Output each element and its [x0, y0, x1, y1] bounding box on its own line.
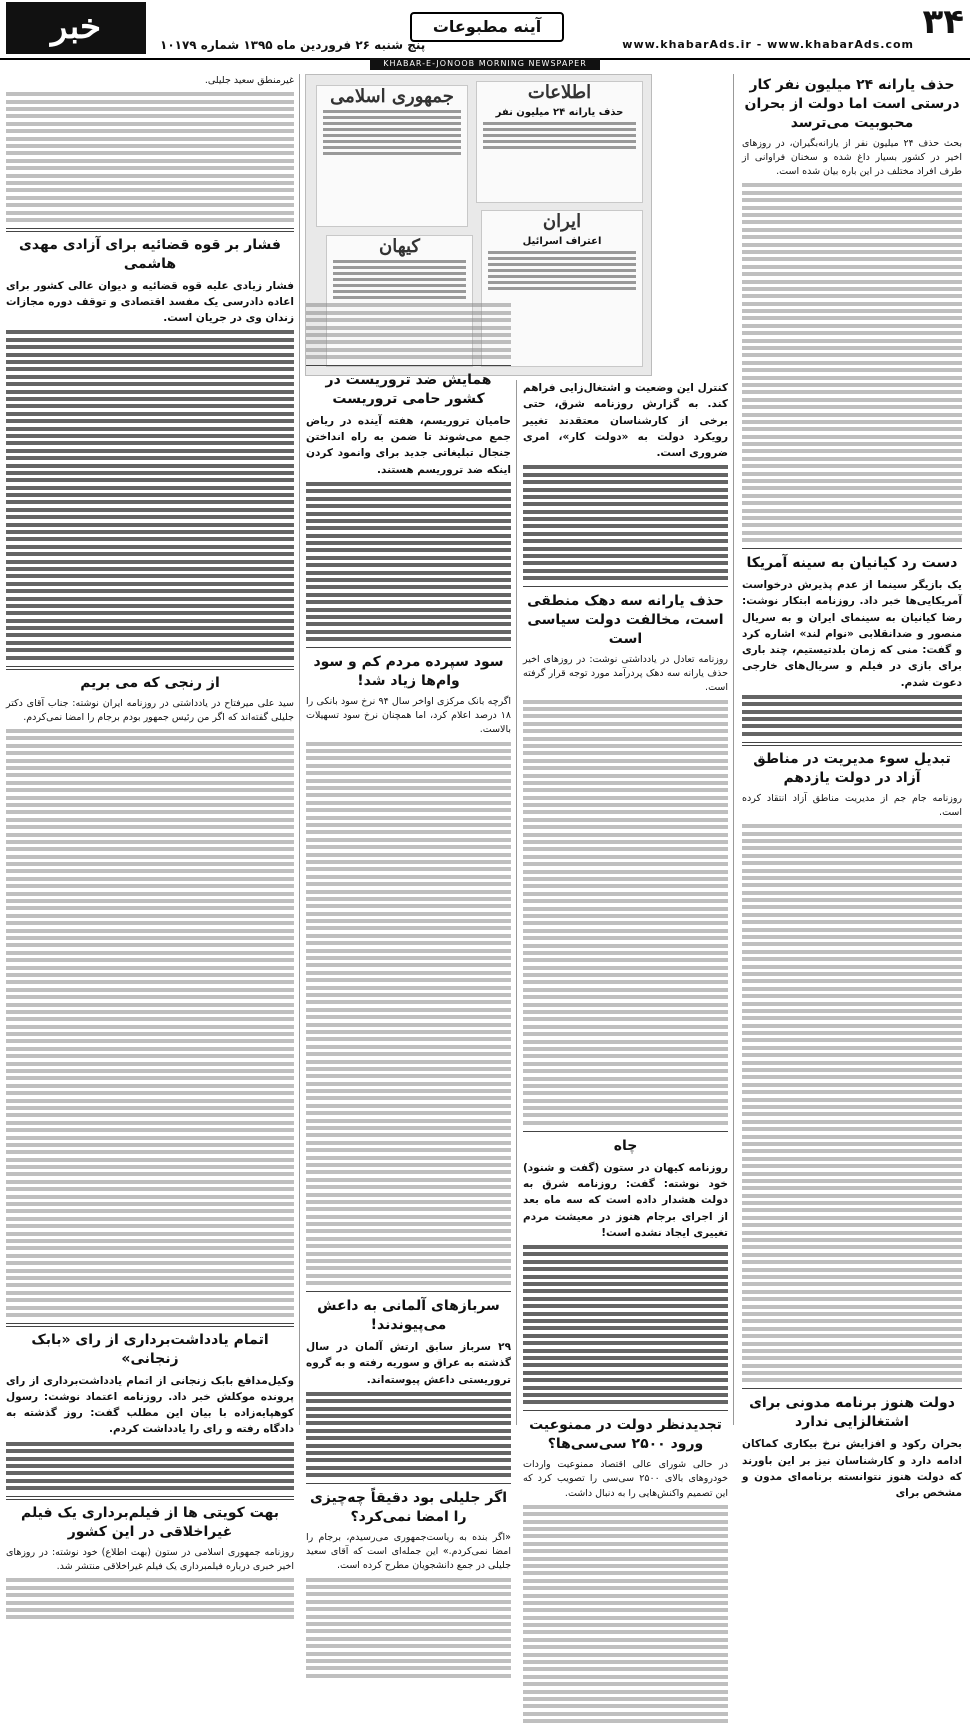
article-lead: روزنامه جمهوری اسلامی در ستون (بهت اطلاع) خود نوشته: در روزهای اخیر خبری درباره فیلمبرداری یک فیلم غیراخلاقی منتشر شد. — [6, 1546, 294, 1573]
site-url[interactable]: www.khabarAds.ir - www.khabarAds.com — [622, 38, 914, 51]
paper-title: کیهان — [378, 236, 420, 257]
headline: همایش ضد تروریست در کشور حامی تروریست — [325, 372, 492, 408]
article-body — [306, 303, 511, 359]
headline: اتمام یادداشت‌برداری از رای «بابک زنجانی» — [31, 1331, 269, 1367]
date-line: پنج شنبه ۲۶ فروردین ماه ۱۳۹۵ شماره ۱۰۱۷۹ — [160, 38, 426, 52]
article-lead: سید علی میرفتاح در یادداشتی در روزنامه ایران نوشته: جناب آقای دکتر جلیلی گفته‌اند که اگر من رئیس جمهور بودم برجام را امضا نمی‌کردم. — [6, 697, 294, 723]
article-lead: فشار زیادی علیه قوه قضائیه و دیوان عالی کشور برای اعاده دادرسی یک مفسد اقتصادی و توقف دوره مجازات زندان وی در جریان است. — [6, 279, 294, 325]
newspaper-logo — [6, 2, 146, 72]
column-1 — [742, 74, 962, 1500]
headline: دولت هنوز برنامه مدونی برای اشتغالزایی ندارد — [749, 1395, 955, 1431]
newspaper-front-page — [316, 85, 468, 227]
article-lead: یک بازیگر سینما از عدم پذیرش درخواست آمریکایی‌ها خبر داد. روزنامه ابتکار نوشت: رضا کیانیان به سینمای ایران و به سریال منصور و ضدانقلابی «نوام لند» اشاره کرد و گفت: منی که زمان بلدتیستیم، چند باری برای بازی در فیلم و سریال‌های خارجی دعوت شدم. — [742, 579, 962, 689]
masthead-subtitle: KHABAR-E-JONOOB MORNING NEWSPAPER — [370, 58, 600, 70]
headline: سربازهای آلمانی به داعش می‌پیوندند! — [317, 1298, 500, 1334]
article-body — [523, 1505, 728, 1723]
article-lead: روزنامه تعادل در یادداشتی نوشت: در روزهای اخیر حذف یارانه سه دهک پردرآمد مورد توجه قرار گرفته است. — [523, 653, 728, 694]
paper-headline: حذف یارانه ۲۴ میلیون نفر — [495, 107, 624, 118]
article-body — [6, 92, 294, 222]
article-lead: «اگر بنده به ریاست‌جمهوری می‌رسیدم، برجام را امضا نمی‌کردم.» این جمله‌ای است که آقای سعید جلیلی در جمع دانشجویان مطرح کرده است. — [306, 1531, 511, 1572]
article-lead: حامیان تروریسم، هفته آینده در ریاض جمع می‌شوند تا ضمن به راه انداختن جنجال تبلیغاتی جدید برای وانمود کردن اینکه ضد تروریسم هستند. — [306, 414, 511, 476]
headline: حذف یارانه سه دهک منطقی است، مخالفت دولت سیاسی است — [527, 593, 724, 647]
article-lead: روزنامه جام جم از مدیریت مناطق آزاد انتقاد کرده است. — [742, 792, 962, 818]
column-3 — [306, 300, 512, 1572]
article-lead: ۲۹ سرباز سابق ارتش آلمان در سال گذشته به عراق و سوریه رفته و به گروه تروریستی داعش پیوسته‌اند. — [306, 1341, 511, 1386]
headline: تجدیدنظر دولت در ممنوعیت ورود ۲۵۰۰ سی‌سی‌ها؟ — [529, 1417, 722, 1453]
paper-title: جمهوری اسلامی — [330, 86, 454, 107]
headline: تبدیل سوء مدیریت در مناطق آزاد در دولت یازدهم — [753, 750, 951, 786]
headline: حذف یارانه ۲۴ میلیون نفر کار درستی است اما دولت از بحران محبوبیت می‌ترسد — [744, 77, 960, 131]
headline: فشار بر قوه قضائیه برای آزادی مهدی هاشمی — [19, 236, 281, 272]
logo-tag: جنوب — [14, 62, 34, 72]
article-body — [6, 330, 294, 659]
paper-title: اطلاعات — [527, 82, 592, 103]
article-body — [306, 1392, 511, 1477]
article-body — [523, 465, 728, 580]
section-title: آینه مطبوعات — [410, 12, 564, 42]
column-2 — [523, 380, 728, 1499]
headline: چاه — [613, 1137, 638, 1154]
article-body — [742, 824, 962, 1382]
article-body — [6, 1578, 294, 1619]
paper-title: ایران — [542, 211, 582, 232]
newspaper-front-page — [476, 81, 643, 203]
article-lead: اگرچه بانک مرکزی اواخر سال ۹۴ نرخ سود بانکی را ۱۸ درصد اعلام کرد، اما همچنان نرخ سود تسهیلات بالاست. — [306, 695, 512, 736]
article-body — [742, 695, 962, 736]
headline: سود سپرده مردم کم و سود وام‌ها زیاد شد! — [313, 654, 504, 690]
headline: دست رد کیانیان به سینه آمریکا — [746, 555, 958, 572]
paper-headline: اعتراف اسرائیل — [522, 236, 602, 247]
logo-text: خبر — [50, 7, 102, 47]
article-lead: روزنامه کیهان در ستون (گفت و شنود) خود نوشته: گفت: روزنامه شرق به دولت هشدار داده است که سه ماه بعد از اجرای برجام هنوز در معیشت مردم تغییری ایجاد نشده است! — [523, 1161, 728, 1239]
article-lead: غیرمنطق سعید جلیلی. — [204, 75, 294, 86]
article-body — [6, 1442, 294, 1490]
headline: از رنجی که می بریم — [80, 674, 220, 691]
article-lead: وکیل‌مدافع بابک زنجانی از اتمام یادداشت‌برداری از رای پرونده موکلش خبر داد. روزنامه اعتماد نوشت: رسول کوهپایه‌زاده با بیان این مطلب گفت: روز گذشته به دادگاه رفته و رای را یادداشت کردم. — [6, 1374, 294, 1436]
article-lead: بحران رکود و افزایش نرخ بیکاری کماکان ادامه دارد و کارشناسان نیز بر این باورند که دولت هنوز نتوانسته برنامه‌ای مدون و مشخص برای — [742, 1438, 962, 1500]
article-body — [306, 742, 511, 1286]
article-lead: کنترل این وضعیت و اشتغال‌زایی فراهم کند. به گزارش روزنامه شرق، حتی برخی از کارشناسان معتقدند تغییر رویکرد دولت به «دولت کار»، امری ضروری است. — [523, 382, 728, 460]
article-body — [523, 700, 728, 1125]
headline: اگر جلیلی بود دقیقاً چه‌چیزی را امضا نمی‌کرد؟ — [309, 1490, 508, 1525]
article-body — [742, 183, 962, 542]
article-body — [6, 729, 294, 1317]
article-lead: در حالی شورای عالی اقتصاد ممنوعیت واردات خودروهای بالای ۲۵۰۰ سی‌سی را تصویب کرد که این تصمیم واکنش‌هایی را به دنبال داشت. — [523, 1459, 728, 1499]
article-body — [523, 1245, 728, 1404]
headline: بهت کویتی ها از فیلم‌برداری یک فیلم غیراخلاقی در این کشور — [20, 1505, 280, 1540]
column-4 — [6, 74, 294, 1573]
article-body — [306, 1578, 511, 1678]
page-number: ۳۴ — [922, 2, 964, 42]
article-lead: بحث حذف ۲۴ میلیون نفر از یارانه‌بگیران، در روزهای اخیر در کشور بسیار داغ شده و سخنان فراوانی از طرف افراد مختلف در این باره بیان شده است. — [742, 137, 962, 178]
article-body — [306, 482, 511, 641]
